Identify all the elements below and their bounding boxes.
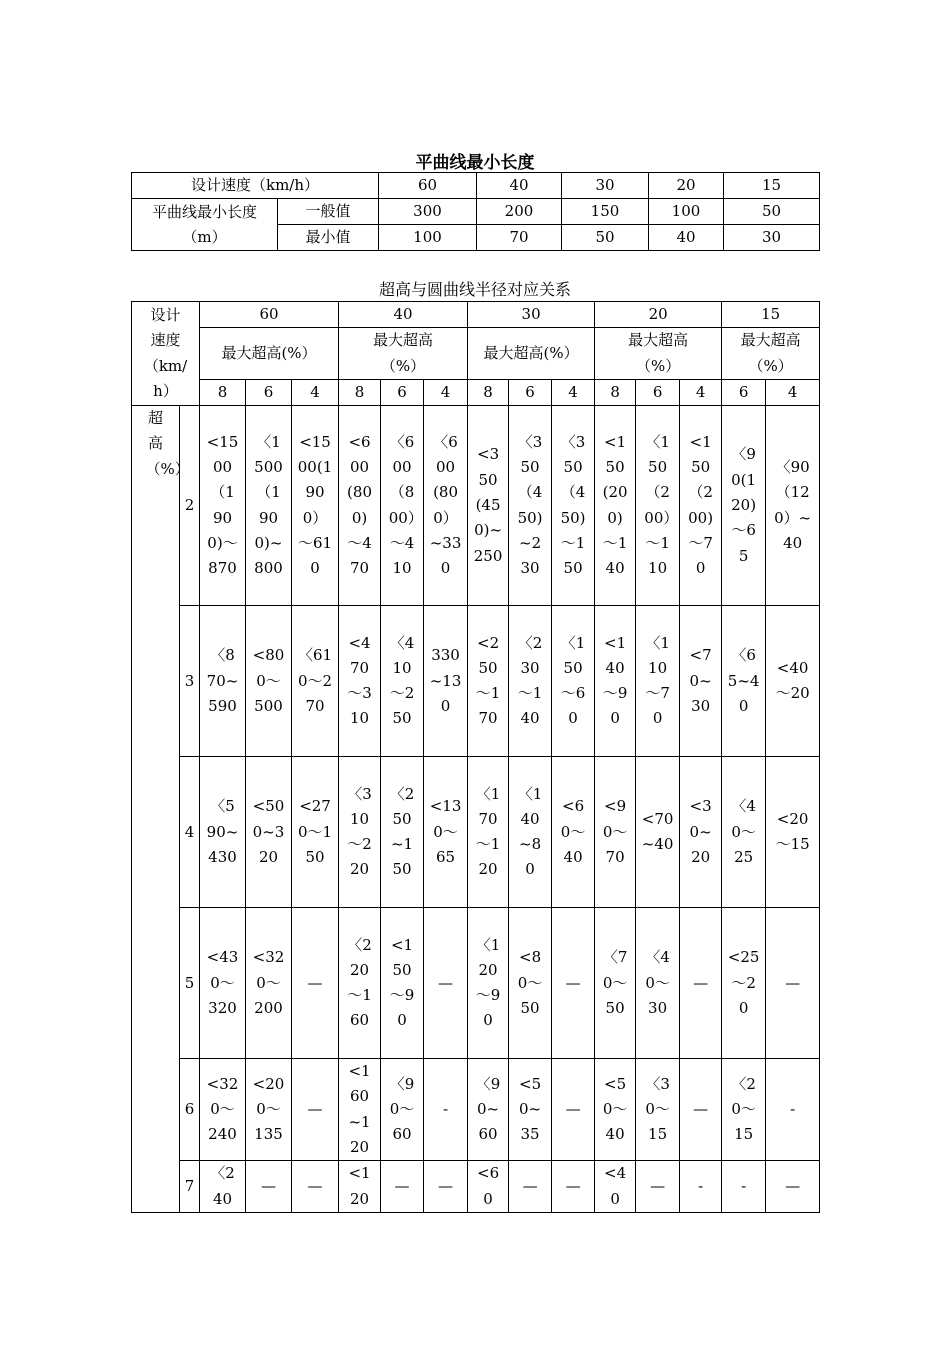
t2-radius-cell xyxy=(722,908,766,1059)
t2-radius-text: 〈70～50 xyxy=(602,948,628,1017)
t2-radius-text: <270～150 xyxy=(297,797,333,866)
t2-radius-text: <60～40 xyxy=(560,797,586,866)
t2-radius-text: 〈20～15 xyxy=(731,1074,756,1144)
t2-subheader: 8 xyxy=(595,379,636,405)
t2-subheader: 4 xyxy=(552,379,595,405)
t2-radius-cell xyxy=(246,908,292,1059)
t1-value: 100 xyxy=(379,225,477,251)
t2-radius-text: <470～310 xyxy=(347,633,372,728)
t1-row-label-line2: （m） xyxy=(182,227,227,246)
t2-radius-cell xyxy=(766,1161,820,1213)
t2-radius-cell xyxy=(246,406,292,606)
t2-radius-text: <320～200 xyxy=(252,948,285,1017)
t2-max-text: 最大超高（%） xyxy=(740,331,801,375)
t2-radius-text: 〈350（450)~230 xyxy=(517,432,543,578)
t2-radius-text: <90～70 xyxy=(602,797,628,866)
t2-speed-row xyxy=(132,302,820,328)
t2-radius-text: — xyxy=(438,973,454,992)
t2-radius-cell xyxy=(424,908,468,1059)
t2-radius-cell xyxy=(246,606,292,757)
t2-radius-text: 330~130 xyxy=(429,646,462,715)
t2-radius-text: 〈250~150 xyxy=(389,784,415,879)
t2-radius-text: — xyxy=(307,973,323,992)
t2-subheader: 8 xyxy=(200,379,246,405)
t2-level: 3 xyxy=(180,606,200,757)
t2-corner-label xyxy=(132,302,200,406)
t2-radius-cell xyxy=(292,606,339,757)
t2-radius-text: <70~30 xyxy=(689,646,712,715)
t2-radius-cell xyxy=(468,1161,509,1213)
t2-radius-text: 〈610～270 xyxy=(297,646,333,715)
t2-radius-text: <320～240 xyxy=(206,1074,239,1144)
t2-subheader: 8 xyxy=(468,379,509,405)
t2-radius-text: 〈120～90 xyxy=(475,935,501,1030)
t2-radius-cell xyxy=(509,757,552,908)
t2-data-row xyxy=(132,908,820,1059)
t2-radius-cell xyxy=(200,606,246,757)
t2-radius-text: <1500(1900）～610 xyxy=(297,432,333,578)
t2-side-text: 超高（%） xyxy=(145,409,190,478)
t2-radius-text: <500~320 xyxy=(252,797,285,866)
t2-radius-text: — xyxy=(307,1177,323,1196)
t2-radius-cell xyxy=(636,1161,680,1213)
t2-radius-text: — xyxy=(522,1177,538,1196)
t2-radius-cell xyxy=(424,406,468,606)
t2-level: 2 xyxy=(180,406,200,606)
t2-radius-cell xyxy=(381,1059,424,1161)
t2-max-text: 最大超高（%） xyxy=(373,331,434,375)
t2-radius-cell xyxy=(509,908,552,1059)
t2-radius-text: <40 xyxy=(604,1164,627,1208)
t2-radius-text: - xyxy=(790,1100,796,1119)
t2-radius-cell xyxy=(246,757,292,908)
t2-radius-text: <120 xyxy=(348,1164,371,1208)
t2-radius-cell xyxy=(468,606,509,757)
t2-radius-cell xyxy=(246,1059,292,1161)
t2-radius-cell xyxy=(381,1161,424,1213)
t2-data-row xyxy=(132,606,820,757)
t2-radius-text: <20～15 xyxy=(775,809,810,854)
t2-radius-text: — xyxy=(693,1100,709,1119)
t2-radius-text: <50~35 xyxy=(519,1074,542,1144)
t2-radius-cell xyxy=(680,908,722,1059)
t2-radius-text: - xyxy=(443,1100,449,1119)
t2-radius-text: <160~120 xyxy=(348,1062,371,1157)
t2-radius-text: 〈110～70 xyxy=(645,633,670,728)
t2-radius-text: 〈30～15 xyxy=(645,1074,670,1144)
t2-radius-cell xyxy=(468,1059,509,1161)
t2-level: 5 xyxy=(180,908,200,1059)
t1-speed: 20 xyxy=(649,173,724,199)
t2-level: 6 xyxy=(180,1059,200,1161)
t2-radius-text: — xyxy=(438,1177,454,1196)
t2-radius-cell xyxy=(680,757,722,908)
t2-radius-cell xyxy=(468,406,509,606)
t2-data-row xyxy=(132,1161,820,1213)
t2-radius-text: 〈600(800）~330 xyxy=(429,432,462,578)
t2-radius-cell xyxy=(424,606,468,757)
t2-radius-text: <600(800)～470 xyxy=(347,432,372,578)
t2-radius-cell xyxy=(381,908,424,1059)
t2-radius-cell xyxy=(766,406,820,606)
t2-radius-text: 〈220～160 xyxy=(347,935,372,1030)
t2-radius-cell xyxy=(381,406,424,606)
superelevation-radius-table xyxy=(131,301,820,1213)
t2-max-text: 最大超高（%） xyxy=(628,331,689,375)
t2-radius-cell xyxy=(636,406,680,606)
t1-sub-label: 最小值 xyxy=(278,225,379,251)
t2-radius-text: 〈170～120 xyxy=(475,784,501,879)
t2-radius-text: — xyxy=(785,973,801,992)
t2-radius-cell xyxy=(246,1161,292,1213)
t2-radius-cell xyxy=(766,908,820,1059)
t2-radius-text: 〈65~40 xyxy=(727,646,760,715)
t2-level: 7 xyxy=(180,1161,200,1213)
t2-radius-text: — xyxy=(650,1177,666,1196)
t2-max-row xyxy=(132,328,820,380)
t2-radius-cell xyxy=(381,757,424,908)
t2-radius-cell xyxy=(509,406,552,606)
t2-radius-text: — xyxy=(565,1177,581,1196)
t2-max-label xyxy=(595,328,722,380)
t2-radius-cell xyxy=(509,1059,552,1161)
t2-radius-text: <150～90 xyxy=(389,935,415,1030)
t2-radius-text: <200～135 xyxy=(252,1074,285,1144)
t2-radius-cell xyxy=(680,406,722,606)
t2-level: 4 xyxy=(180,757,200,908)
t2-subheader: 4 xyxy=(680,379,722,405)
t2-radius-cell xyxy=(552,757,595,908)
t2-subheader: 4 xyxy=(292,379,339,405)
t1-value: 200 xyxy=(477,199,562,225)
t2-max-label xyxy=(339,328,468,380)
t1-value: 100 xyxy=(649,199,724,225)
t2-subheader: 6 xyxy=(509,379,552,405)
t2-radius-text: 〈600（800）～410 xyxy=(388,432,416,578)
t2-radius-text: — xyxy=(307,1100,323,1119)
t2-radius-text: 〈1500（1900)~800 xyxy=(254,432,283,578)
t1-value: 50 xyxy=(724,199,820,225)
t2-radius-cell xyxy=(552,406,595,606)
t2-radius-text: <30~20 xyxy=(689,797,712,866)
t2-radius-cell xyxy=(292,1161,339,1213)
t2-radius-text: <130～65 xyxy=(429,797,462,866)
t2-radius-cell xyxy=(680,1161,722,1213)
t2-radius-cell xyxy=(424,757,468,908)
t2-radius-text: — xyxy=(693,973,709,992)
t2-radius-cell xyxy=(339,606,381,757)
t2-radius-text: <430～320 xyxy=(206,948,239,1017)
t2-radius-cell xyxy=(636,908,680,1059)
t2-radius-cell xyxy=(595,1161,636,1213)
t2-corner-text: 设计速度（km/h） xyxy=(143,306,188,400)
t2-radius-text: <140～90 xyxy=(602,633,628,728)
t1-sub-label: 一般值 xyxy=(278,199,379,225)
t2-data-row xyxy=(132,406,820,606)
t2-radius-text: 〈90～60 xyxy=(389,1074,415,1144)
t2-radius-cell xyxy=(636,606,680,757)
t2-radius-cell xyxy=(292,908,339,1059)
t1-speed: 40 xyxy=(477,173,562,199)
t2-radius-cell xyxy=(339,406,381,606)
t2-speed: 30 xyxy=(468,302,595,328)
t2-radius-text: 〈590~430 xyxy=(206,797,239,866)
t2-max-label: 最大超高(%） xyxy=(468,328,595,380)
t2-radius-text: 〈150（200）～110 xyxy=(644,432,671,578)
min-curve-length-table xyxy=(131,172,820,251)
t1-value: 70 xyxy=(477,225,562,251)
t2-radius-cell xyxy=(424,1059,468,1161)
t1-speed: 15 xyxy=(724,173,820,199)
t2-radius-text: <80～50 xyxy=(517,948,543,1017)
t2-radius-text: 〈870~590 xyxy=(206,646,239,715)
t2-speed: 40 xyxy=(339,302,468,328)
t2-radius-cell xyxy=(552,1059,595,1161)
t2-radius-text: — xyxy=(394,1177,410,1196)
t2-radius-text: 〈40～25 xyxy=(731,797,756,866)
t2-radius-cell xyxy=(200,757,246,908)
t1-speed: 30 xyxy=(562,173,649,199)
t2-radius-text: <350(450)~250 xyxy=(473,445,503,565)
t2-radius-cell xyxy=(595,908,636,1059)
t1-speed: 60 xyxy=(379,173,477,199)
t2-radius-cell xyxy=(339,1059,381,1161)
t2-radius-text: 〈350（450)～150 xyxy=(560,432,586,578)
t2-radius-cell xyxy=(424,1161,468,1213)
t2-subheader: 8 xyxy=(339,379,381,405)
t2-subheader: 6 xyxy=(636,379,680,405)
t2-radius-text: 〈140~80 xyxy=(517,784,543,879)
t2-radius-text: 〈310～220 xyxy=(347,784,372,879)
t2-radius-cell xyxy=(339,1161,381,1213)
t2-radius-text: <60 xyxy=(477,1164,500,1208)
t2-radius-text: - xyxy=(741,1177,747,1196)
t2-data-row xyxy=(132,757,820,908)
t2-radius-cell xyxy=(200,908,246,1059)
t1-row-label xyxy=(132,199,278,251)
t2-radius-text: 〈230～140 xyxy=(517,633,543,728)
t2-radius-cell xyxy=(339,757,381,908)
t2-radius-cell xyxy=(200,1161,246,1213)
t1-speed-label: 设计速度（km/h） xyxy=(132,173,379,199)
t2-radius-cell xyxy=(636,757,680,908)
t2-radius-cell xyxy=(292,757,339,908)
t2-radius-cell xyxy=(722,757,766,908)
t2-radius-cell xyxy=(766,757,820,908)
t2-speed: 20 xyxy=(595,302,722,328)
t2-radius-text: 〈90（120）~40 xyxy=(774,458,812,552)
t2-data-row xyxy=(132,1059,820,1161)
t2-radius-cell xyxy=(552,908,595,1059)
t1-speed-row xyxy=(132,173,820,199)
t2-radius-text: <25～20 xyxy=(727,948,760,1017)
t1-row-label-line1: 平曲线最小长度 xyxy=(151,202,257,221)
t2-side-label xyxy=(132,406,190,1213)
t2-radius-text: <50～40 xyxy=(602,1074,628,1144)
t1-value: 300 xyxy=(379,199,477,225)
t2-radius-text: <150（200)～70 xyxy=(688,432,714,578)
table2-title: 超高与圆曲线半径对应关系 xyxy=(378,280,571,299)
t2-radius-cell xyxy=(595,606,636,757)
t2-radius-cell xyxy=(766,606,820,757)
t2-radius-cell xyxy=(680,606,722,757)
t2-radius-cell xyxy=(595,1059,636,1161)
t2-radius-cell xyxy=(292,406,339,606)
t2-radius-text: <150(200)～140 xyxy=(602,432,628,578)
t2-radius-cell xyxy=(680,1059,722,1161)
t2-max-label xyxy=(722,328,820,380)
t2-radius-text: 〈90~60 xyxy=(475,1074,501,1144)
t1-general-row xyxy=(132,199,820,225)
table1-title: 平曲线最小长度 xyxy=(415,153,535,173)
t2-radius-cell xyxy=(200,406,246,606)
t2-radius-text: — xyxy=(785,1177,801,1196)
t1-value: 150 xyxy=(562,199,649,225)
t2-speed: 15 xyxy=(722,302,820,328)
t2-radius-cell xyxy=(200,1059,246,1161)
t2-radius-cell xyxy=(722,606,766,757)
t2-radius-cell xyxy=(339,908,381,1059)
t2-radius-cell xyxy=(552,606,595,757)
t2-radius-cell xyxy=(292,1059,339,1161)
t2-radius-cell xyxy=(722,1059,766,1161)
t1-value: 40 xyxy=(649,225,724,251)
t2-radius-cell xyxy=(468,757,509,908)
t2-radius-text: <250～170 xyxy=(475,633,501,728)
t1-value: 30 xyxy=(724,225,820,251)
t2-speed: 60 xyxy=(200,302,339,328)
t2-radius-text: — xyxy=(565,1100,581,1119)
t2-radius-cell xyxy=(552,1161,595,1213)
t2-max-label: 最大超高(%） xyxy=(200,328,339,380)
t2-radius-text: 〈410～250 xyxy=(389,633,415,728)
t2-radius-text: - xyxy=(698,1177,704,1196)
t2-subheader: 4 xyxy=(424,379,468,405)
t2-radius-cell xyxy=(595,406,636,606)
t2-radius-text: <1500（1900)～870 xyxy=(206,432,239,578)
t2-radius-cell xyxy=(509,606,552,757)
t2-radius-cell xyxy=(636,1059,680,1161)
t2-radius-text: 〈90(120)～65 xyxy=(731,445,757,565)
t2-radius-text: — xyxy=(565,973,581,992)
t2-radius-text: 〈40～30 xyxy=(645,948,670,1017)
t2-subheader-row xyxy=(132,379,820,405)
t2-radius-text: <40～20 xyxy=(775,658,810,703)
t2-radius-cell xyxy=(595,757,636,908)
t2-radius-cell xyxy=(722,406,766,606)
t1-value: 50 xyxy=(562,225,649,251)
t2-radius-text: — xyxy=(261,1177,276,1196)
t2-radius-cell xyxy=(766,1059,820,1161)
t2-radius-text: <800～500 xyxy=(252,646,285,715)
t2-subheader: 6 xyxy=(246,379,292,405)
t2-radius-cell xyxy=(722,1161,766,1213)
t2-radius-cell xyxy=(468,908,509,1059)
t2-subheader: 6 xyxy=(722,379,766,405)
t2-radius-cell xyxy=(381,606,424,757)
t2-subheader: 4 xyxy=(766,379,820,405)
t2-radius-text: 〈150～60 xyxy=(560,633,586,728)
t2-radius-text: <70~40 xyxy=(641,809,674,854)
t2-subheader: 6 xyxy=(381,379,424,405)
t2-radius-text: 〈240 xyxy=(210,1164,235,1208)
t2-radius-cell xyxy=(509,1161,552,1213)
